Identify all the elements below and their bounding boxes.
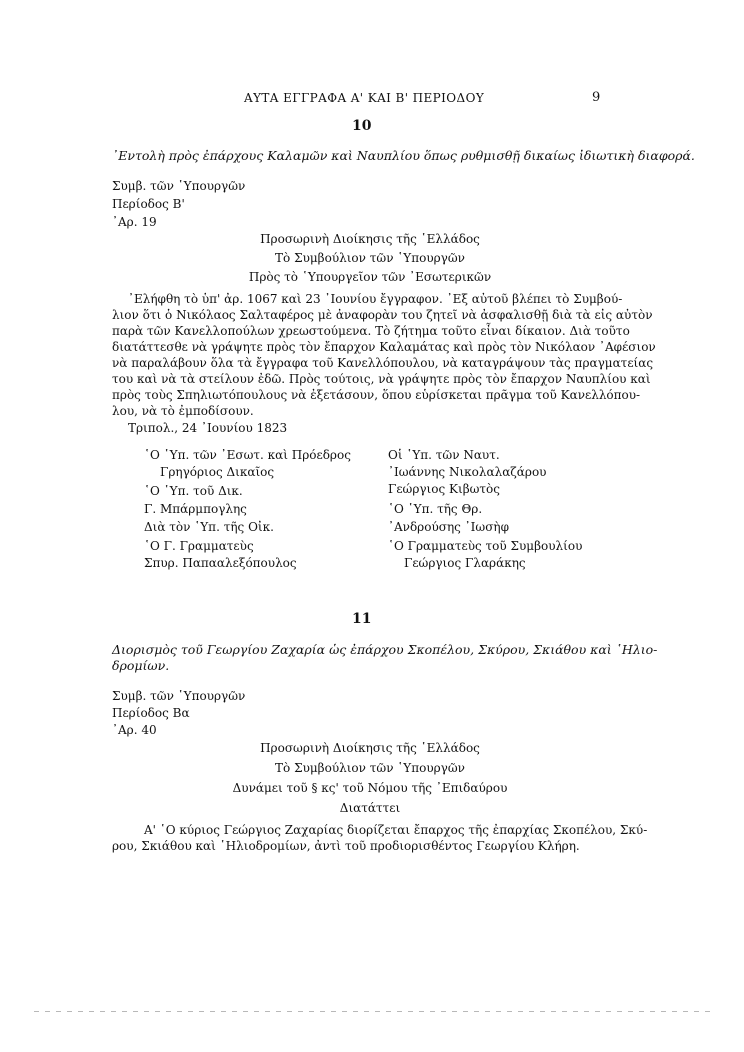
ref-line: Συμβ. τῶν ῾Υπουργῶν [112,689,246,703]
body-line: λιον ὅτι ὁ Νικόλαος Σαλταφέρος μὲ ἀναφορὰν του ζητεῖ νὰ ἀσφαλισθῇ διὰ τὰ εἰς αὐτὸν [112,308,653,322]
page-number: 9 [592,90,601,105]
document-10-caption: ᾿Εντολὴ πρὸς ἐπάρχους Καλαμῶν καὶ Ναυπλίου ὅπως ρυθμισθῇ δικαίως ἰδιωτικὴ διαφορά. [112,148,695,163]
signature-line: ῾Ο Γραμματεὺς τοῦ Συμβουλίου [388,539,583,553]
signature-line: ῾Ο ῾Υπ. τῶν ᾿Εσωτ. καὶ Πρόεδρος [144,448,351,462]
signature-line: Γεώργιος Κιβωτὸς [388,482,500,496]
document-10-date: Τριπολ., 24 ᾿Ιουνίου 1823 [128,421,288,435]
ref-line: Συμβ. τῶν ῾Υπουργῶν [112,179,246,193]
heading-line: Προσωρινὴ Διοίκησις τῆς ῾Ελλάδος [260,232,480,246]
caption-line: Διορισμὸς τοῦ Γεωργίου Ζαχαρία ὡς ἐπάρχου Σκοπέλου, Σκύρου, Σκιάθου καὶ ῾Ηλιο- [112,642,658,657]
body-line: του καὶ νὰ τὰ στείλουν ἐδῶ. Πρὸς τούτοις, νὰ γράψητε πρὸς τὸν ἔπαρχον Ναυπλίου καὶ [112,372,651,386]
heading-line: Προσωρινὴ Διοίκησις τῆς ῾Ελλάδος [260,741,480,755]
caption-line: δρομίων. [112,658,170,673]
body-line: παρὰ τῶν Κανελλοπούλων χρεωστούμενα. Τὸ ζήτημα τοῦτο εἶναι δίκαιον. Διὰ τοῦτο [112,324,630,338]
heading-line: Τὸ Συμβούλιον τῶν ῾Υπουργῶν [275,251,465,265]
signature-line: Γεώργιος Γλαράκης [404,556,526,570]
document-number-11: 11 [352,611,372,627]
heading-line: Δυνάμει τοῦ § κς' τοῦ Νόμου τῆς ᾿Επιδαύρου [232,781,508,795]
ref-line: ᾿Αρ. 19 [112,215,157,229]
signature-line: Γρηγόριος Δικαῖος [160,465,275,479]
heading-line: Διατάττει [339,801,401,815]
ref-line: Περίοδος Βα [112,706,190,720]
heading-line: Τὸ Συμβούλιον τῶν ῾Υπουργῶν [275,761,465,775]
signature-line: ῾Ο ῾Υπ. τῆς Θρ. [388,502,483,516]
signature-line: ῾Ο ῾Υπ. τοῦ Δικ. [144,484,243,498]
signature-line: ῾Ο Γ. Γραμματεὺς [144,539,254,553]
body-line: ᾿Ελήφθη τὸ ὑπ' ἀρ. 1067 καὶ 23 ᾿Ιουνίου ἔγγραφον. ᾿Εξ αὐτοῦ βλέπει τὸ Συμβού- [128,292,623,306]
heading-line: Πρὸς τὸ ῾Υπουργεῖον τῶν ᾿Εσωτερικῶν [248,270,492,284]
body-line: διατάττεσθε νὰ γράψητε πρὸς τὸν ἔπαρχον Καλαμάτας καὶ πρὸς τὸν Νικόλαον ᾿Αφέσιον [112,340,656,354]
ref-line: ᾿Αρ. 40 [112,723,157,737]
signature-line: Σπυρ. Παπααλεξόπουλος [144,556,297,570]
scan-artifact-divider [34,1011,714,1012]
body-line: λου, νὰ τὸ ἐμποδίσουν. [112,404,254,418]
body-line: πρὸς τοὺς Σπηλιωτόπουλους νὰ ἐξετάσουν, ὅπου εὑρίσκεται πρᾶγμα τοῦ Κανελλόπου- [112,388,641,402]
ref-line: Περίοδος Β' [112,197,185,211]
body-line: νὰ παραλάβουν ὅλα τὰ ἔγγραφα τοῦ Κανελλόπουλου, νὰ καταγράψουν τὰς πραγματείας [112,356,654,370]
signature-line: Οἱ ῾Υπ. τῶν Ναυτ. [388,448,500,462]
document-number-10: 10 [352,118,372,134]
signature-line: Διὰ τὸν ῾Υπ. τῆς Οἰκ. [144,520,274,534]
signature-line: ᾿Ιωάννης Νικολαλαζάρου [388,465,547,479]
running-header-title: ΑΥΤΑ ΕΓΓΡΑΦΑ Α' ΚΑΙ Β' ΠΕΡΙΟΔΟΥ [244,91,485,105]
body-line: Α' ῾Ο κύριος Γεώργιος Ζαχαρίας διορίζεται ἔπαρχος τῆς ἐπαρχίας Σκοπέλου, Σκύ- [144,823,648,837]
body-line: ρου, Σκιάθου καὶ ῾Ηλιοδρομίων, ἀντὶ τοῦ προδιορισθέντος Γεωργίου Κλήρη. [112,839,580,853]
signature-line: ᾿Ανδρούσης ᾿Ιωσὴφ [388,520,509,534]
signature-line: Γ. Μπάρμπογλης [144,502,247,516]
